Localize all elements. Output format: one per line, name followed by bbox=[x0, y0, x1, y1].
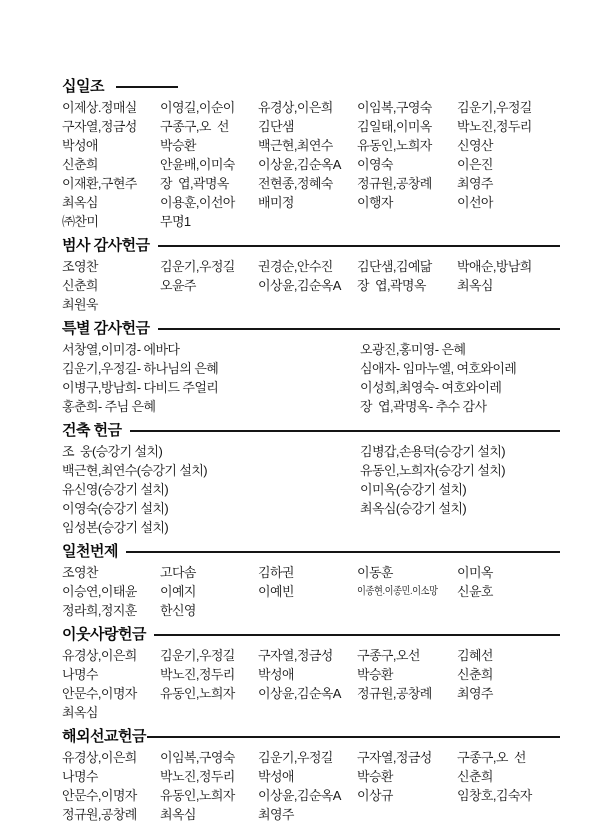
donor-name: 이성희,최영숙- 여호와이레 bbox=[360, 380, 502, 395]
donor-name: 유동인,노희자 bbox=[160, 686, 235, 701]
section-rule-line bbox=[126, 551, 560, 553]
donor-name: 이재환,구현주 bbox=[62, 176, 137, 191]
section-rule-line bbox=[130, 430, 560, 432]
sections-container bbox=[62, 78, 560, 824]
donor-name: 백근현,최연수 bbox=[258, 138, 333, 153]
donor-name: 최옥심 bbox=[160, 807, 196, 822]
donor-name: 유동인,노희자(승강기 설치) bbox=[360, 463, 506, 478]
section-title: 특별 감사헌금 bbox=[62, 320, 150, 337]
donor-name: 이영숙(승강기 설치) bbox=[62, 501, 169, 516]
section-header bbox=[62, 543, 560, 560]
donor-name: 안윤배,이미숙 bbox=[160, 157, 235, 172]
donor-name: 유경상,이은희 bbox=[258, 100, 333, 115]
section-header bbox=[62, 320, 560, 337]
donor-name: 이상규 bbox=[357, 788, 393, 803]
section-title: 십일조 bbox=[62, 78, 104, 95]
donor-name: 이미옥 bbox=[457, 565, 493, 580]
donor-name: 김운기,우정길 bbox=[457, 100, 532, 115]
donor-name: 신윤호 bbox=[457, 584, 493, 599]
donor-name: 구자열,정금성 bbox=[357, 750, 432, 765]
donor-name: 이선아 bbox=[457, 195, 493, 210]
donor-name: 최영주 bbox=[258, 807, 294, 822]
donor-name: 오광진,홍미영- 은혜 bbox=[360, 342, 466, 357]
donor-name: 박성애 bbox=[258, 667, 294, 682]
section-title: 해외선교헌금 bbox=[62, 728, 146, 745]
donor-name: 김운기,우정길 bbox=[258, 750, 333, 765]
donor-name: 조 웅(승강기 설치) bbox=[62, 444, 163, 459]
donor-grid bbox=[62, 563, 560, 620]
donor-name: 이임복,구영숙 bbox=[357, 100, 432, 115]
section-rule-line bbox=[147, 736, 560, 738]
donor-name: 신춘희 bbox=[457, 667, 493, 682]
donor-name: 김운기,우정길 bbox=[160, 648, 235, 663]
section-special-thanksgiving-offering bbox=[62, 320, 560, 416]
donor-name: 이승연,이태윤 bbox=[62, 584, 137, 599]
section-header bbox=[62, 626, 560, 643]
donor-name: 최옥심 bbox=[457, 278, 493, 293]
donor-name: 이예지 bbox=[160, 584, 196, 599]
donor-name: 김병갑,손용덕(승강기 설치) bbox=[360, 444, 506, 459]
donor-name: 이영길,이순이 bbox=[160, 100, 235, 115]
donor-name: 구자열,정금성 bbox=[258, 648, 333, 663]
donor-name: 김운기,우정길 bbox=[160, 259, 235, 274]
donor-name: 김하권 bbox=[258, 565, 294, 580]
donor-name: 유동인,노희자 bbox=[160, 788, 235, 803]
donor-name: 최영주 bbox=[457, 686, 493, 701]
donor-name: 배미정 bbox=[258, 195, 294, 210]
donor-name: 박성애 bbox=[258, 769, 294, 784]
section-header bbox=[62, 237, 560, 254]
section-rule-line bbox=[116, 86, 178, 88]
donor-name: 최옥심 bbox=[62, 195, 98, 210]
donor-name: 장 엽,곽명옥 bbox=[357, 278, 426, 293]
donor-name: ㈜찬미 bbox=[62, 214, 99, 229]
section-header bbox=[62, 422, 560, 439]
donor-name: 한신영 bbox=[160, 603, 196, 618]
donor-grid bbox=[62, 257, 560, 314]
section-rule-line bbox=[154, 634, 560, 636]
section-title: 이웃사랑헌금 bbox=[62, 626, 146, 643]
donor-name: 조영찬 bbox=[62, 259, 98, 274]
donor-name: 신영산 bbox=[457, 138, 493, 153]
donor-name: 심애자- 임마누엘, 여호와이레 bbox=[360, 361, 517, 376]
donor-name: 구종구,오선 bbox=[357, 648, 420, 663]
section-title: 일천번제 bbox=[62, 543, 118, 560]
donor-grid bbox=[62, 748, 560, 824]
donor-name: 박노진,정두리 bbox=[457, 119, 532, 134]
section-overseas-mission-offering bbox=[62, 728, 560, 824]
donor-name: 이행자 bbox=[357, 195, 393, 210]
donor-name: 이미옥(승강기 설치) bbox=[360, 482, 467, 497]
section-building-offering bbox=[62, 422, 560, 537]
donor-name: 김일태,이미옥 bbox=[357, 119, 432, 134]
donor-name: 박애순,방남희 bbox=[457, 259, 532, 274]
donor-name: 이종현.이종민.이소망 bbox=[357, 585, 438, 597]
donor-name: 구종구,오 선 bbox=[160, 119, 229, 134]
section-rule-line bbox=[158, 328, 560, 330]
section-title: 범사 감사헌금 bbox=[62, 237, 150, 254]
donor-name: 신춘희 bbox=[457, 769, 493, 784]
donor-name: 박성애 bbox=[62, 138, 98, 153]
donor-name: 장 엽,곽명옥- 추수 감사 bbox=[360, 399, 487, 414]
donor-name: 최원욱 bbox=[62, 297, 98, 312]
donor-name: 구종구,오 선 bbox=[457, 750, 526, 765]
donor-name: 유신영(승강기 설치) bbox=[62, 482, 169, 497]
section-tithe bbox=[62, 78, 560, 231]
donor-name: 김운기,우정길- 하나님의 은혜 bbox=[62, 361, 219, 376]
donor-name: 이용훈,이선아 bbox=[160, 195, 235, 210]
donor-name: 이상윤,김순옥A bbox=[258, 278, 341, 293]
donor-name: 임창호,김숙자 bbox=[457, 788, 532, 803]
donor-name: 정라희,정지훈 bbox=[62, 603, 137, 618]
donor-name: 신춘희 bbox=[62, 278, 98, 293]
donor-name: 신춘희 bbox=[62, 157, 98, 172]
donor-name: 나명수 bbox=[62, 667, 98, 682]
donor-name: 이동훈 bbox=[357, 565, 393, 580]
donor-name: 이임복,구영숙 bbox=[160, 750, 235, 765]
donor-name: 이상윤,김순옥A bbox=[258, 686, 341, 701]
donor-name: 유경상,이은희 bbox=[62, 750, 137, 765]
donor-name: 이영숙 bbox=[357, 157, 393, 172]
donor-name: 최영주 bbox=[457, 176, 493, 191]
donor-name: 이은진 bbox=[457, 157, 493, 172]
donor-name: 유경상,이은희 bbox=[62, 648, 137, 663]
donor-name: 박승환 bbox=[160, 138, 196, 153]
donor-name: 최옥심(승강기 설치) bbox=[360, 501, 467, 516]
donor-name: 나명수 bbox=[62, 769, 98, 784]
donor-name: 서창열,이미경- 에바다 bbox=[62, 342, 180, 357]
donor-name: 김단샘,김예닮 bbox=[357, 259, 432, 274]
donor-name: 홍춘희- 주님 은혜 bbox=[62, 399, 156, 414]
donor-grid bbox=[62, 98, 560, 231]
donor-name: 오윤주 bbox=[160, 278, 196, 293]
donor-name: 박승환 bbox=[357, 769, 393, 784]
donor-name: 이예빈 bbox=[258, 584, 294, 599]
section-header bbox=[62, 78, 560, 95]
donor-name: 정규원,공창례 bbox=[357, 176, 432, 191]
section-thousand-offerings bbox=[62, 543, 560, 620]
donor-name: 이병구,방남희- 다비드 주얼리 bbox=[62, 380, 219, 395]
donor-name: 최옥심 bbox=[62, 705, 98, 720]
donor-name: 임성본(승강기 설치) bbox=[62, 520, 169, 535]
donor-name: 이상윤,김순옥A bbox=[258, 157, 341, 172]
donor-name: 박노진,정두리 bbox=[160, 769, 235, 784]
donor-name: 박승환 bbox=[357, 667, 393, 682]
donor-name: 전현종,정혜숙 bbox=[258, 176, 333, 191]
donor-name: 구자열,정금성 bbox=[62, 119, 137, 134]
donor-name: 백근현,최연수(승강기 설치) bbox=[62, 463, 208, 478]
donor-name: 안문수,이명자 bbox=[62, 686, 137, 701]
section-rule-line bbox=[158, 245, 560, 247]
section-neighbor-love-offering bbox=[62, 626, 560, 722]
donor-name: 이제상.정매실 bbox=[62, 100, 137, 115]
donor-name: 장 엽,곽명옥 bbox=[160, 176, 229, 191]
donor-name: 정규원,공창례 bbox=[357, 686, 432, 701]
section-title: 건축 헌금 bbox=[62, 422, 122, 439]
donor-grid bbox=[62, 646, 560, 722]
section-header bbox=[62, 728, 560, 745]
donor-name: 무명1 bbox=[160, 214, 191, 229]
donor-name: 박노진,정두리 bbox=[160, 667, 235, 682]
section-general-thanksgiving-offering bbox=[62, 237, 560, 314]
donor-grid bbox=[62, 340, 560, 416]
donor-name: 김단샘 bbox=[258, 119, 294, 134]
donor-grid bbox=[62, 442, 560, 537]
donor-name: 김혜선 bbox=[457, 648, 493, 663]
donor-name: 고다솜 bbox=[160, 565, 196, 580]
donor-name: 이상윤,김순옥A bbox=[258, 788, 341, 803]
donor-name: 정규원,공창례 bbox=[62, 807, 137, 822]
donor-name: 안문수,이명자 bbox=[62, 788, 137, 803]
donor-name: 권경순,안수진 bbox=[258, 259, 333, 274]
donor-name: 유동인,노희자 bbox=[357, 138, 432, 153]
donor-name: 조영찬 bbox=[62, 565, 98, 580]
